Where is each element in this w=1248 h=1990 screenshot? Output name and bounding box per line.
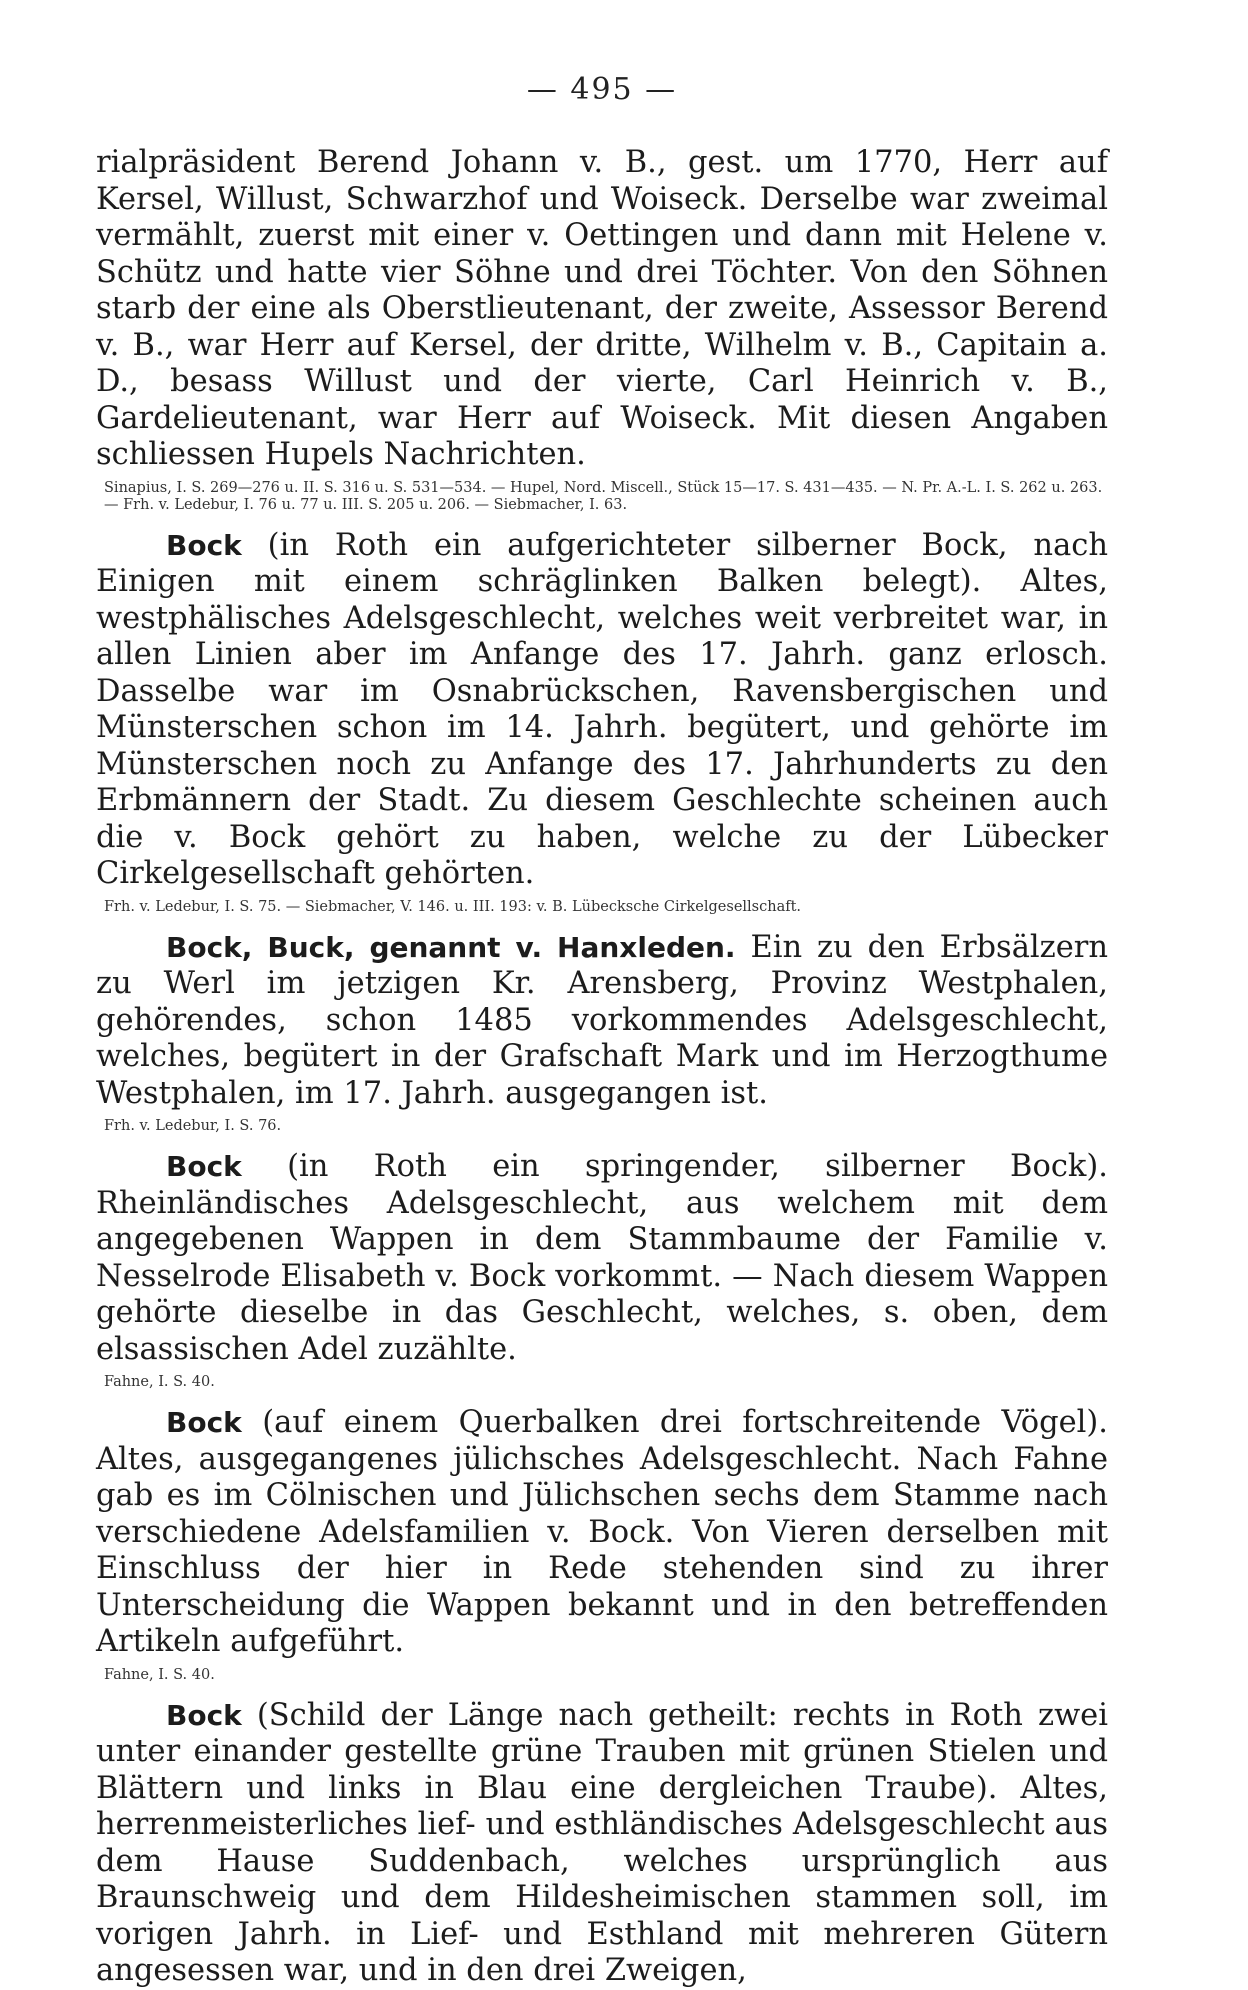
entry-body: (in Roth ein springender, silberner Bock). Rheinländisches Adelsgeschlecht, aus welchem mit dem angegebenen Wappen in dem Stammbaume der Familie v. Nesselrode Elisabeth v. Bock vorkommt. — Nach diesem Wappen gehörte dieselbe in das Geschlecht, welches, s. oben, dem elsassischen Adel zuzählte. xyxy=(96,1149,1108,1367)
source-citation: Frh. v. Ledebur, I. S. 76. xyxy=(104,1118,282,1134)
entry-body: (auf einem Querbalken drei fortschreitende Vögel). Altes, ausgegangenes jülichsches Adelsgeschlecht. Nach Fahne gab es im Cölnischen und Jülichschen sechs dem Stamme nach verschiedene Adelsfamilien v. Bock. Von Vieren derselben mit Einschluss der hier in Rede stehenden sind zu ihrer Unterscheidung die Wappen bekannt und in den betreffenden Artikeln aufgeführt. xyxy=(96,1405,1108,1659)
entry-bock-3 xyxy=(96,1149,1108,1391)
page-number: — 495 — xyxy=(526,72,678,107)
continued-entry xyxy=(96,145,1108,514)
source-citation: Frh. v. Ledebur, I. S. 75. — Siebmacher, V. 146. u. III. 193: v. B. Lübecksche Cirkelgesellschaft. xyxy=(104,898,802,915)
entry-heading: Bock xyxy=(166,528,242,562)
entry-body: Ein zu den Erbsälzern zu Werl im jetzigen Kr. Arensberg, Provinz Westphalen, gehörendes, schon 1485 vorkommendes Adelsgeschlecht, welches, begütert in der Grafschaft Mark und im Herzogthume Westphalen, im 17. Jahrh. ausgegangen ist. xyxy=(96,929,1108,1111)
entry-heading: Bock, Buck, genannt v. Hanxleden. xyxy=(166,930,736,964)
entry-bock-4 xyxy=(96,1405,1108,1684)
entry-body: (in Roth ein aufgerichteter silberner Bock, nach Einigen mit einem schräglinken Balken belegt). Altes, westphälisches Adelsgeschlecht, welches weit verbreitet war, in allen Linien aber im Anfange des 17. Jahrh. ganz erlosch. Dasselbe war im Osnabrückschen, Ravensbergischen und Münsterschen schon im 14. Jahrh. begütert, und gehörte im Münsterschen noch zu Anfange des 17. Jahrhunderts zu den Erbmännern der Stadt. Zu diesem Geschlechte scheinen auch die v. Bock gehört zu haben, welche zu der Lübecker Cirkelgesellschaft gehörten. xyxy=(96,527,1108,891)
entry-heading: Bock xyxy=(166,1698,242,1732)
entry-text xyxy=(96,1149,1108,1368)
source-citation: Fahne, I. S. 40. xyxy=(104,1374,215,1390)
entry-bock-5 xyxy=(96,1698,1108,1990)
entry-heading: Bock xyxy=(166,1406,242,1439)
entry-text xyxy=(96,1698,1108,1990)
entry-body: (Schild der Länge nach getheilt: rechts in Roth zwei unter einander gestellte grüne Trauben mit grünen Stielen und Blättern und links in Blau eine dergleichen Traube). Altes, herrenmeisterliches lief- und esthländisches Adelsgeschlecht aus dem Hause Suddenbach, welches ursprünglich aus Braunschweig und dem Hildesheimischen stammen soll, im vorigen Jahrh. in Lief- und Esthland mit mehreren Gütern angesessen war, und in den drei Zweigen, xyxy=(96,1697,1108,1988)
source-citation: Fahne, I. S. 40. xyxy=(104,1666,215,1683)
entry-bock-1 xyxy=(96,528,1108,916)
entry-heading: Bock xyxy=(166,1150,242,1183)
entry-text xyxy=(96,528,1108,893)
entry-text xyxy=(96,930,1108,1113)
entry-text xyxy=(96,1405,1108,1661)
entry-bock-2 xyxy=(96,930,1108,1136)
source-citation: Sinapius, I. S. 269—276 u. II. S. 316 u. S. 531—534. — Hupel, Nord. Miscell., Stück 15—17. S. 431—435. — N. Pr. A.-L. I. S. 262 u. 263. — Frh. v. Ledebur, I. 76 u. 77 u. III. S. 205 u. 206. — Siebmacher, I. 63. xyxy=(104,479,1103,513)
entry-text: rialpräsident Berend Johann v. B., gest. um 1770, Herr auf Kersel, Willust, Schwarzhof und Woiseck. Derselbe war zweimal vermählt, zuerst mit einer v. Oettingen und dann mit Helene v. Schütz und hatte vier Söhne und drei Töchter. Von den Söhnen starb der eine als Oberstlieutenant, der zweite, Assessor Berend v. B., war Herr auf Kersel, der dritte, Wilhelm v. B., Capitain a. D., besass Willust und der vierte, Carl Heinrich v. B., Gardelieutenant, war Herr auf Woiseck. Mit diesen Angaben schliessen Hupels Nachrichten. xyxy=(96,145,1108,472)
